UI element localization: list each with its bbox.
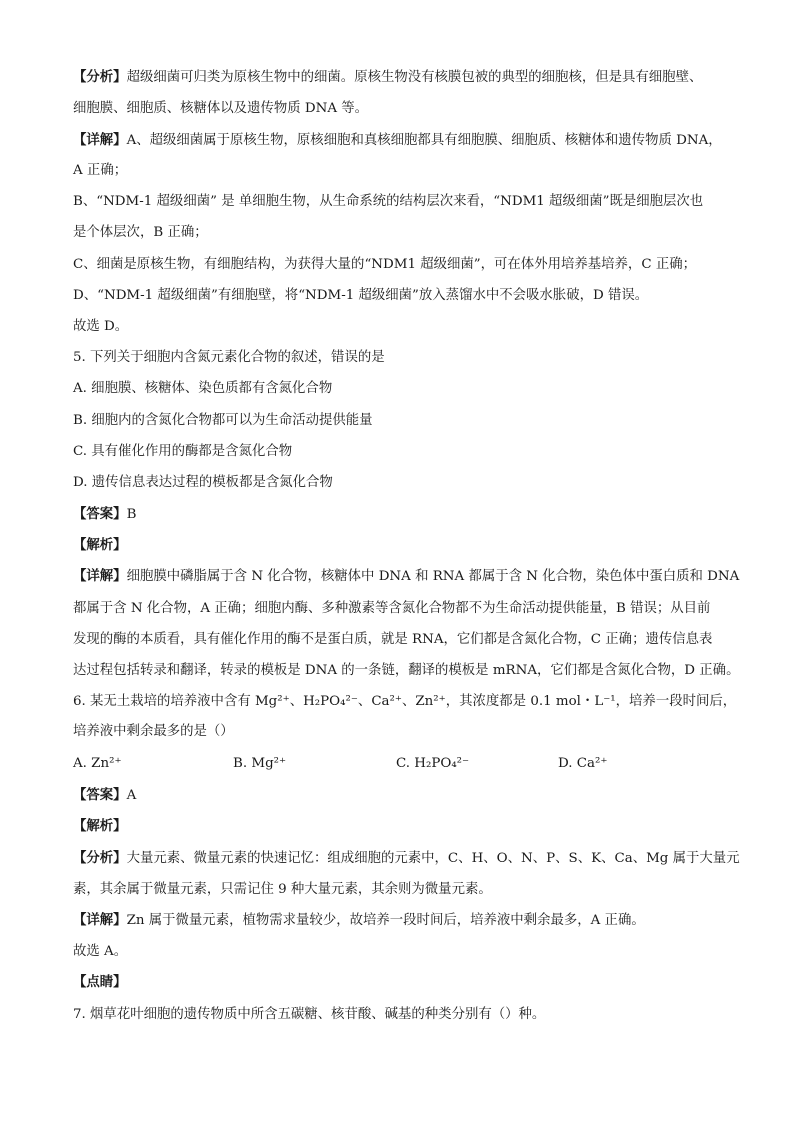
paragraph-text: B、“NDM-1 超级细菌” 是 单细胞生物，从生命系统的结构层次来看，“NDM1 超级细菌”既是细胞层次也 <box>73 194 704 209</box>
paragraph-text: 都属于含 N 化合物，A 正确；细胞内酶、多种激素等含氮化合物都不为生命活动提供能量，B 错误；从目前 <box>73 601 711 616</box>
paragraph-text: C. 具有催化作用的酶都是含氮化合物 <box>73 444 293 459</box>
paragraph-text: 大量元素、微量元素的快速记忆：组成细胞的元素中，C、H、O、N、P、S、K、Ca、Mg 属于大量元 <box>126 851 740 866</box>
question-options-row <box>73 754 723 774</box>
section-tag: 【分析】 <box>73 850 127 866</box>
paragraph-text: 5. 下列关于细胞内含氮元素化合物的叙述，错误的是 <box>73 350 385 365</box>
question-option <box>73 472 723 493</box>
paragraph-text: 细胞膜、细胞质、核糖体以及遗传物质 DNA 等。 <box>73 101 369 116</box>
detail-line <box>73 191 723 212</box>
paragraph-text: 细胞膜中磷脂属于含 N 化合物，核糖体中 DNA 和 RNA 都属于含 N 化合物，染色体中蛋白质和 DNA <box>126 569 740 584</box>
question-stem <box>73 347 723 368</box>
question-stem: 6. 某无土栽培的培养液中含有 Mg²⁺、H₂PO₄²⁻、Ca²⁺、Zn²⁺，其浓度都是 0.1 mol・L⁻¹，培养一段时间后， <box>73 694 737 709</box>
paragraph-text: 故选 A。 <box>73 944 128 959</box>
option-c: C. H₂PO₄²⁻ <box>396 756 470 771</box>
paragraph-text: A 正确； <box>73 163 128 178</box>
paragraph-text: 达过程包括转录和翻译，转录的模板是 DNA 的一条链，翻译的模板是 mRNA，它们都是含氮化合物，D 正确。 <box>73 663 740 678</box>
explanation-heading <box>73 535 723 556</box>
paragraph-text: C、细菌是原核生物，有细胞结构，为获得大量的“NDM1 超级细菌”，可在体外用培养基培养，C 正确； <box>73 257 697 272</box>
section-tag: 【解析】 <box>73 818 127 834</box>
detail-line <box>73 160 723 181</box>
question-option <box>73 410 723 431</box>
question-stem <box>73 1004 723 1025</box>
detail-line <box>73 130 723 151</box>
detail-line <box>73 566 740 587</box>
section-tag: 【详解】 <box>73 568 127 584</box>
paragraph-text: D、“NDM-1 超级细菌”有细胞壁，将“NDM-1 超级细菌”放入蒸馏水中不会吸水胀破，D 错误。 <box>73 288 649 303</box>
paragraph-text: D. 遗传信息表达过程的模板都是含氮化合物 <box>73 475 333 490</box>
paragraph-text: A <box>126 788 137 803</box>
key-point-heading <box>73 972 723 993</box>
section-tag: 【点睛】 <box>73 974 127 990</box>
section-tag: 【详解】 <box>73 912 127 928</box>
section-tag: 【详解】 <box>73 132 127 148</box>
question-option <box>73 378 723 399</box>
answer-line <box>73 504 723 525</box>
paragraph-text: B. 细胞内的含氮化合物都可以为生命活动提供能量 <box>73 413 373 428</box>
paragraph-text: 是个体层次，B 正确； <box>73 225 208 240</box>
option-b: B. Mg²⁺ <box>233 756 287 771</box>
explanation-heading <box>73 816 723 837</box>
paragraph-text: A. 细胞膜、核糖体、染色质都有含氮化合物 <box>73 381 333 396</box>
analysis-line <box>73 879 723 900</box>
section-tag: 【分析】 <box>73 69 127 85</box>
paragraph-text: 素，其余属于微量元素，只需记住 9 种大量元素，其余则为微量元素。 <box>73 882 492 897</box>
analysis-line <box>73 67 723 88</box>
paragraph-text: 7. 烟草花叶细胞的遗传物质中所含五碳糖、核苷酸、碱基的种类分别有（）种。 <box>73 1007 546 1022</box>
detail-line <box>73 285 723 306</box>
paragraph-text: 发现的酶的本质看，具有催化作用的酶不是蛋白质，就是 RNA，它们都是含氮化合物，C 正确；遗传信息表 <box>73 632 713 647</box>
detail-line <box>73 910 723 931</box>
paragraph-text: 超级细菌可归类为原核生物中的细菌。原核生物没有核膜包被的典型的细胞核，但是具有细胞壁、 <box>126 70 703 85</box>
answer-line <box>73 785 723 806</box>
section-tag: 【解析】 <box>73 537 127 553</box>
section-tag: 【答案】 <box>73 506 127 522</box>
detail-line <box>73 660 740 681</box>
analysis-line <box>73 848 740 869</box>
detail-line <box>73 629 723 650</box>
question-stem: 培养液中剩余最多的是（） <box>73 724 234 739</box>
paragraph-text: 故选 D。 <box>73 319 129 334</box>
detail-line <box>73 222 723 243</box>
detail-line <box>73 254 723 275</box>
section-tag: 【答案】 <box>73 787 127 803</box>
paragraph-text: Zn 属于微量元素，植物需求量较少，故培养一段时间后，培养液中剩余最多，A 正确。 <box>126 913 645 928</box>
option-a: A. Zn²⁺ <box>73 756 122 771</box>
detail-line <box>73 598 723 619</box>
option-d: D. Ca²⁺ <box>558 756 608 771</box>
question-option <box>73 441 723 462</box>
analysis-line <box>73 98 723 119</box>
paragraph-text: B <box>126 507 137 522</box>
conclusion-line <box>73 316 723 337</box>
paragraph-text: A、超级细菌属于原核生物，原核细胞和真核细胞都具有细胞膜、细胞质、核糖体和遗传物质 DNA， <box>126 133 722 148</box>
conclusion-line <box>73 941 723 962</box>
